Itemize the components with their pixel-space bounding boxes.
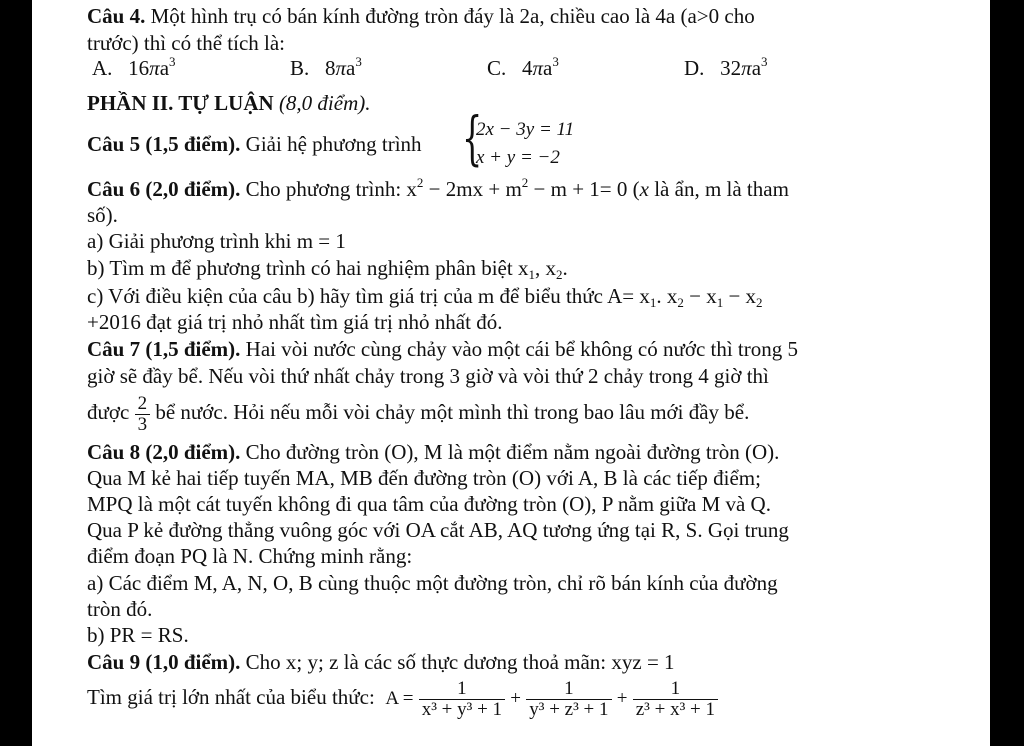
q4-line2: trước) thì có thể tích là: xyxy=(87,31,286,55)
q8-part-a: a) Các điểm M, A, N, O, B cùng thuộc một đường tròn, chỉ rõ bán kính của đường xyxy=(87,571,778,595)
q9-fraction-3: $\frac{1}{\text{z³ + x³ + 1}}$ xyxy=(633,679,718,720)
q8-part-b: b) PR = RS. xyxy=(87,623,189,647)
q5-equation-2: x + y = −2 xyxy=(476,147,560,168)
q9-line1: Câu 9 (1,0 điểm). Cho x; y; z là các số thực dương thoả mãn: xyz = 1 xyxy=(87,650,675,674)
q8-label: Câu 8 (2,0 điểm). xyxy=(87,440,241,464)
q7-label: Câu 7 (1,5 điểm). xyxy=(87,337,241,361)
q8-line5: điểm đoạn PQ là N. Chứng minh rằng: xyxy=(87,544,413,568)
q6-line1: Câu 6 (2,0 điểm). Cho phương trình: $x^2 - 2mx + m^2 - m + 1= 0$ (x là ẩn, m là tham xyxy=(87,175,789,201)
q4-option-a: A. $16\pi a^3$ xyxy=(92,54,176,80)
q9-fraction-2: $\frac{1}{\text{y³ + z³ + 1}}$ xyxy=(526,679,611,720)
q9-fraction-1: $\frac{1}{\text{x³ + y³ + 1}}$ xyxy=(419,679,505,720)
q4-option-c: C. $4\pi a^3$ xyxy=(487,54,559,80)
part2-heading: PHẦN II. TỰ LUẬN (8,0 điểm). xyxy=(87,91,371,115)
q5-line: Câu 5 (1,5 điểm). Giải hệ phương trình xyxy=(87,132,422,156)
q4-label: Câu 4. xyxy=(87,4,146,28)
q9-lhs: A = xyxy=(385,688,414,709)
q7-fraction: $\frac{2}{3}$ xyxy=(135,394,151,435)
q5-label: Câu 5 (1,5 điểm). xyxy=(87,132,241,156)
q5-equation-system xyxy=(462,104,642,173)
exam-page xyxy=(32,0,990,746)
q4-option-b: B. $8\pi a^3$ xyxy=(290,54,362,80)
q8-line4: Qua P kẻ đường thẳng vuông góc với OA cắt AB, AQ tương ứng tại R, S. Gọi trung xyxy=(87,518,789,542)
q9-label: Câu 9 (1,0 điểm). xyxy=(87,650,241,674)
q4-text: Một hình trụ có bán kính đường tròn đáy là 2a, chiều cao là 4a (a>0 cho xyxy=(150,4,755,28)
q5-equation-1: 2x − 3y = 11 xyxy=(476,119,575,140)
q6-label: Câu 6 (2,0 điểm). xyxy=(87,177,241,201)
q4-line1 xyxy=(87,4,755,28)
q6-part-a: a) Giải phương trình khi m = 1 xyxy=(87,229,346,253)
q6-part-c-line2: +2016 đạt giá trị nhỏ nhất tìm giá trị nhỏ nhất đó. xyxy=(87,310,503,334)
q6-line2: số). xyxy=(87,203,118,227)
q8-line2: Qua M kẻ hai tiếp tuyến MA, MB đến đường tròn (O) với A, B là các tiếp điểm; xyxy=(87,466,761,490)
q7-line1: Câu 7 (1,5 điểm). Hai vòi nước cùng chảy vào một cái bể không có nước thì trong 5 xyxy=(87,337,799,361)
q7-line3: được $\frac{2}{3}$ bể nước. Hỏi nếu mỗi vòi chảy một mình thì trong bao lâu mới đầy bể. xyxy=(87,392,750,435)
q9-line2: Tìm giá trị lớn nhất của biểu thức: A = $\frac{1}{\text{x³ + y³ + 1}}$ + $\frac{1}{\text{y³ + z³ + 1}}$ + $\frac{1}{\text{z³ + x³ + 1}}$ xyxy=(87,674,718,722)
q6-part-b: b) Tìm m để phương trình có hai nghiệm phân biệt $x_1$, $x_2$. xyxy=(87,256,568,282)
q8-line3: MPQ là một cát tuyến không đi qua tâm của đường tròn (O), P nằm giữa M và Q. xyxy=(87,492,771,516)
left-brace-icon: { xyxy=(462,104,483,172)
q6-part-c: c) Với điều kiện của câu b) hãy tìm giá trị của m để biểu thức $A= x_1$. $x_2 - x_1 - x_2$ xyxy=(87,284,763,310)
q8-part-a-line2: tròn đó. xyxy=(87,597,153,621)
q7-line2: giờ sẽ đầy bể. Nếu vòi thứ nhất chảy trong 3 giờ và vòi thứ 2 chảy trong 4 giờ thì xyxy=(87,364,769,388)
q8-line1: Câu 8 (2,0 điểm). Cho đường tròn (O), M là một điểm nằm ngoài đường tròn (O). xyxy=(87,440,780,464)
q4-option-d: D. $32\pi a^3$ xyxy=(684,54,768,80)
